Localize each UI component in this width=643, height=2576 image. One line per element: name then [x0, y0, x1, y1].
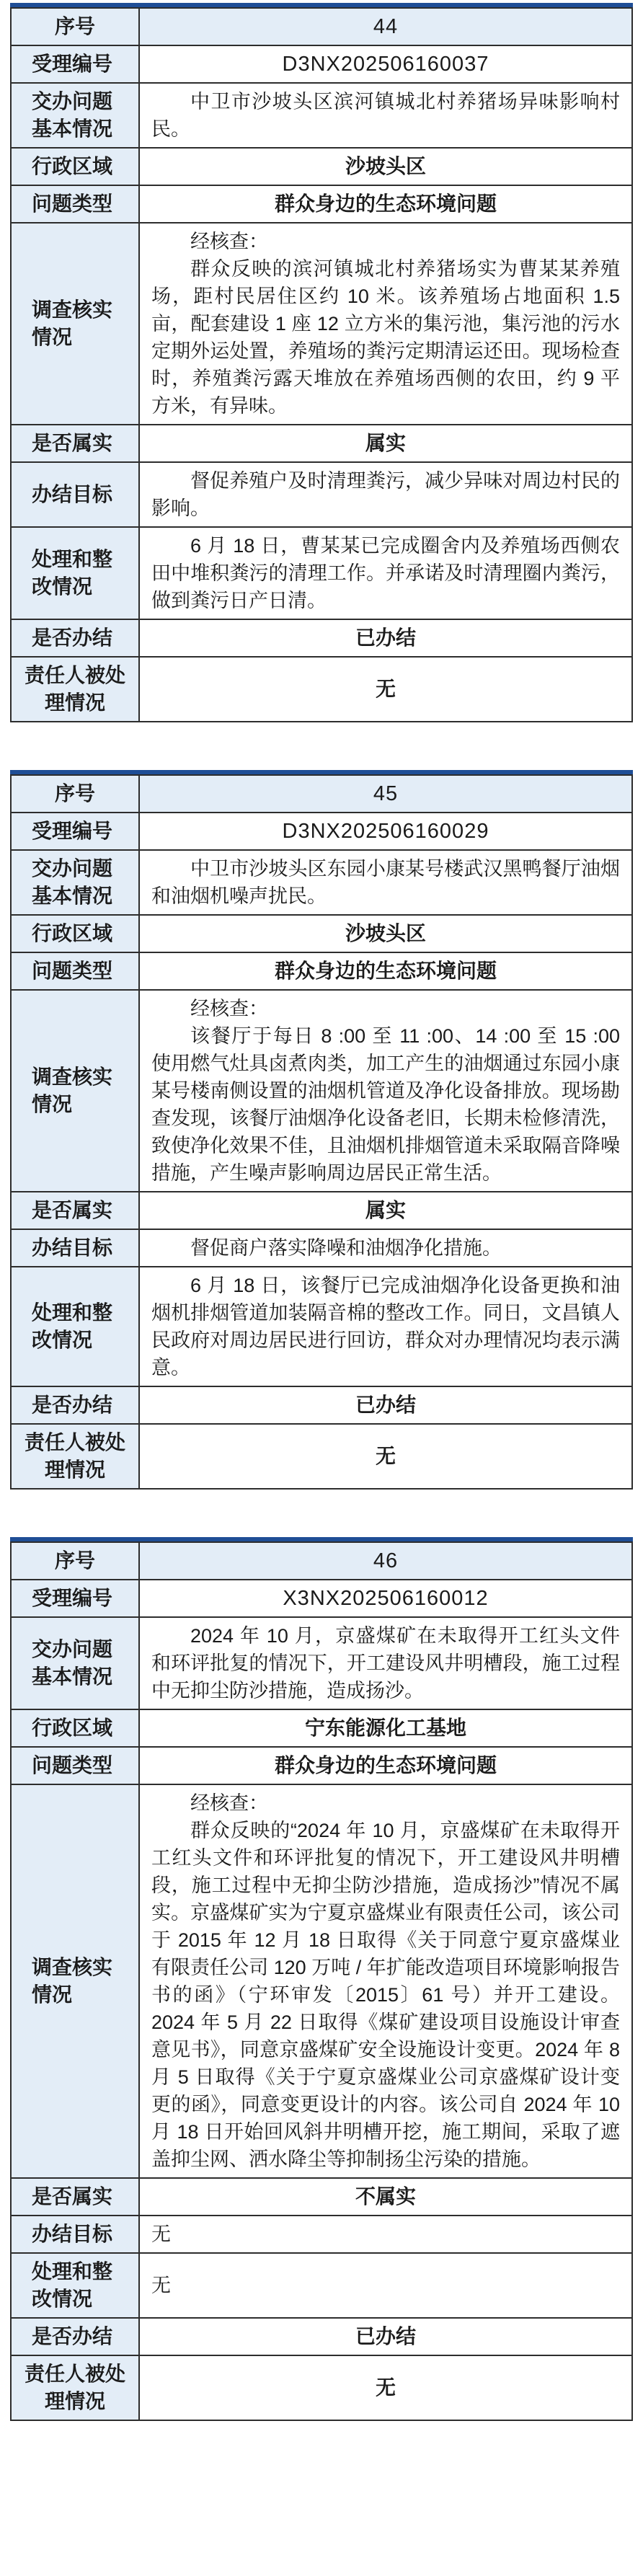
- verified-value: 属实: [139, 1192, 632, 1229]
- completed-label: 是否办结: [11, 619, 139, 657]
- basic-row: [11, 850, 632, 915]
- record-card-44: [10, 3, 633, 722]
- record-table: [10, 7, 633, 722]
- basic-value: 中卫市沙坡头区滨河镇城北村养猪场异味影响村民。: [151, 91, 620, 140]
- verified-row: [11, 2178, 632, 2216]
- rectification-value: 无: [151, 2275, 171, 2296]
- accountability-value: 无: [139, 657, 632, 722]
- investigation-row: [11, 990, 632, 1192]
- accountability-row: [11, 2355, 632, 2420]
- region-label: 行政区域: [11, 1709, 139, 1747]
- completed-value: 已办结: [139, 1386, 632, 1424]
- region-value: 沙坡头区: [139, 915, 632, 952]
- accept-no-value: D3NX202506160037: [139, 45, 632, 83]
- accept-no-label: 受理编号: [11, 1580, 139, 1617]
- investigation-label: 调查核实情况: [11, 223, 139, 425]
- accountability-value: 无: [139, 2355, 632, 2420]
- investigation-body: 群众反映的“2024 年 10 月，京盛煤矿在未取得开工红头文件和环评批复的情况下，开工建设风井明槽段，施工过程中无抑尘防沙措施，造成扬沙”情况不属实。京盛煤矿实为宁夏京盛煤业有限责任公司，该公司于 2015 年 12 月 18 日取得《关于同意宁夏京盛煤业有限责任公司 120 万吨 / 年扩能改造项目环境影响报告书的函》（宁环审发〔2015〕61 号）并开工建设。2024 年 5 月 22 日取得《煤矿建设项目设施设计审查意见书》，同意京盛煤矿安全设施设计变更。2024 年 8 月 5 日取得《关于宁夏京盛煤业公司京盛煤矿设计变更的函》，同意变更设计的内容。该公司自 2024 年 10 月 18 日开始回风斜井明槽开挖，施工期间，采取了遮盖抑尘网、洒水降尘等抑制扬尘污染的措施。: [151, 1820, 620, 2170]
- rectification-row: [11, 527, 632, 619]
- basic-value: 中卫市沙坡头区东园小康某号楼武汉黑鸭餐厅油烟和油烟机噪声扰民。: [151, 858, 620, 907]
- accountability-label: 责任人被处理情况: [11, 2355, 139, 2420]
- investigation-label: 调查核实情况: [11, 1784, 139, 2178]
- seq-value: 45: [139, 775, 632, 813]
- record-card-45: [10, 770, 633, 1490]
- seq-value: 46: [139, 1542, 632, 1580]
- region-value: 沙坡头区: [139, 148, 632, 185]
- type-label: 问题类型: [11, 1747, 139, 1784]
- basic-label: 交办问题基本情况: [11, 850, 139, 915]
- accountability-label: 责任人被处理情况: [11, 657, 139, 722]
- completed-label: 是否办结: [11, 1386, 139, 1424]
- seq-row: [11, 1542, 632, 1580]
- type-row: [11, 1747, 632, 1784]
- accept-no-row: [11, 1580, 632, 1617]
- accept-no-row: [11, 813, 632, 850]
- goal-value: 无: [151, 2223, 171, 2245]
- record-table: [10, 774, 633, 1490]
- type-label: 问题类型: [11, 185, 139, 223]
- basic-row: [11, 83, 632, 148]
- rectification-row: [11, 1267, 632, 1386]
- seq-label: 序号: [11, 775, 139, 813]
- completed-row: [11, 1386, 632, 1424]
- verified-label: 是否属实: [11, 2178, 139, 2216]
- type-row: [11, 185, 632, 223]
- region-row: [11, 1709, 632, 1747]
- region-value: 宁东能源化工基地: [139, 1709, 632, 1747]
- investigation-body: 该餐厅于每日 8 :00 至 11 :00、14 :00 至 15 :00 使用燃气灶具卤煮肉类，加工产生的油烟通过东园小康某号楼南侧设置的油烟机管道及净化设备排放。现场勘查发现，该餐厅油烟净化设备老旧，长期未检修清洗，致使净化效果不佳，且油烟机排烟管道未采取隔音降噪措施，产生噪声影响周边居民正常生活。: [151, 1025, 620, 1184]
- accountability-row: [11, 657, 632, 722]
- record-table: [10, 1541, 633, 2421]
- investigation-intro: 经核查：: [190, 998, 268, 1019]
- rectification-label: 处理和整改情况: [11, 2253, 139, 2318]
- seq-label: 序号: [11, 1542, 139, 1580]
- rectification-value: 6 月 18 日，曹某某已完成圈舍内及养殖场西侧农田中堆积粪污的清理工作。并承诺及时清理圈内粪污，做到粪污日产日清。: [151, 535, 620, 611]
- accountability-label: 责任人被处理情况: [11, 1424, 139, 1489]
- accept-no-label: 受理编号: [11, 813, 139, 850]
- accept-no-value: X3NX202506160012: [139, 1580, 632, 1617]
- type-value: 群众身边的生态环境问题: [139, 952, 632, 990]
- completed-value: 已办结: [139, 619, 632, 657]
- basic-value: 2024 年 10 月，京盛煤矿在未取得开工红头文件和环评批复的情况下，开工建设风井明槽段，施工过程中无抑尘防沙措施，造成扬沙。: [151, 1625, 620, 1701]
- record-card-46: [10, 1537, 633, 2421]
- rectification-label: 处理和整改情况: [11, 527, 139, 619]
- rectification-label: 处理和整改情况: [11, 1267, 139, 1386]
- investigation-row: [11, 223, 632, 425]
- investigation-intro: 经核查：: [190, 1792, 268, 1814]
- basic-label: 交办问题基本情况: [11, 83, 139, 148]
- goal-label: 办结目标: [11, 1229, 139, 1267]
- goal-row: [11, 1229, 632, 1267]
- investigation-row: [11, 1784, 632, 2178]
- completed-row: [11, 619, 632, 657]
- verified-row: [11, 1192, 632, 1229]
- region-label: 行政区域: [11, 148, 139, 185]
- goal-value: 督促养殖户及时清理粪污，减少异味对周边村民的影响。: [151, 470, 620, 519]
- type-value: 群众身边的生态环境问题: [139, 1747, 632, 1784]
- investigation-label: 调查核实情况: [11, 990, 139, 1192]
- completed-label: 是否办结: [11, 2318, 139, 2355]
- investigation-body: 群众反映的滨河镇城北村养猪场实为曹某某养殖场，距村民居住区约 10 米。该养殖场占地面积 1.5 亩，配套建设 1 座 12 立方米的集污池，集污池的污水定期外运处置，养殖场的粪污定期清运还田。现场检查时，养殖粪污露天堆放在养殖场西侧的农田，约 9 平方米，有异味。: [151, 258, 620, 417]
- goal-row: [11, 2216, 632, 2253]
- rectification-row: [11, 2253, 632, 2318]
- accept-no-value: D3NX202506160029: [139, 813, 632, 850]
- verified-value: 属实: [139, 425, 632, 462]
- seq-label: 序号: [11, 8, 139, 45]
- region-row: [11, 148, 632, 185]
- verified-row: [11, 425, 632, 462]
- rectification-value: 6 月 18 日，该餐厅已完成油烟净化设备更换和油烟机排烟管道加装隔音棉的整改工作。同日，文昌镇人民政府对周边居民进行回访，群众对办理情况均表示满意。: [151, 1275, 620, 1378]
- type-value: 群众身边的生态环境问题: [139, 185, 632, 223]
- verified-label: 是否属实: [11, 1192, 139, 1229]
- region-row: [11, 915, 632, 952]
- accept-no-label: 受理编号: [11, 45, 139, 83]
- completed-value: 已办结: [139, 2318, 632, 2355]
- accountability-row: [11, 1424, 632, 1489]
- seq-value: 44: [139, 8, 632, 45]
- goal-value: 督促商户落实降噪和油烟净化措施。: [190, 1237, 502, 1259]
- goal-label: 办结目标: [11, 2216, 139, 2253]
- investigation-intro: 经核查：: [190, 231, 268, 252]
- basic-row: [11, 1617, 632, 1709]
- region-label: 行政区域: [11, 915, 139, 952]
- goal-row: [11, 462, 632, 527]
- type-label: 问题类型: [11, 952, 139, 990]
- type-row: [11, 952, 632, 990]
- verified-label: 是否属实: [11, 425, 139, 462]
- accountability-value: 无: [139, 1424, 632, 1489]
- accept-no-row: [11, 45, 632, 83]
- seq-row: [11, 775, 632, 813]
- goal-label: 办结目标: [11, 462, 139, 527]
- seq-row: [11, 8, 632, 45]
- completed-row: [11, 2318, 632, 2355]
- basic-label: 交办问题基本情况: [11, 1617, 139, 1709]
- verified-value: 不属实: [139, 2178, 632, 2216]
